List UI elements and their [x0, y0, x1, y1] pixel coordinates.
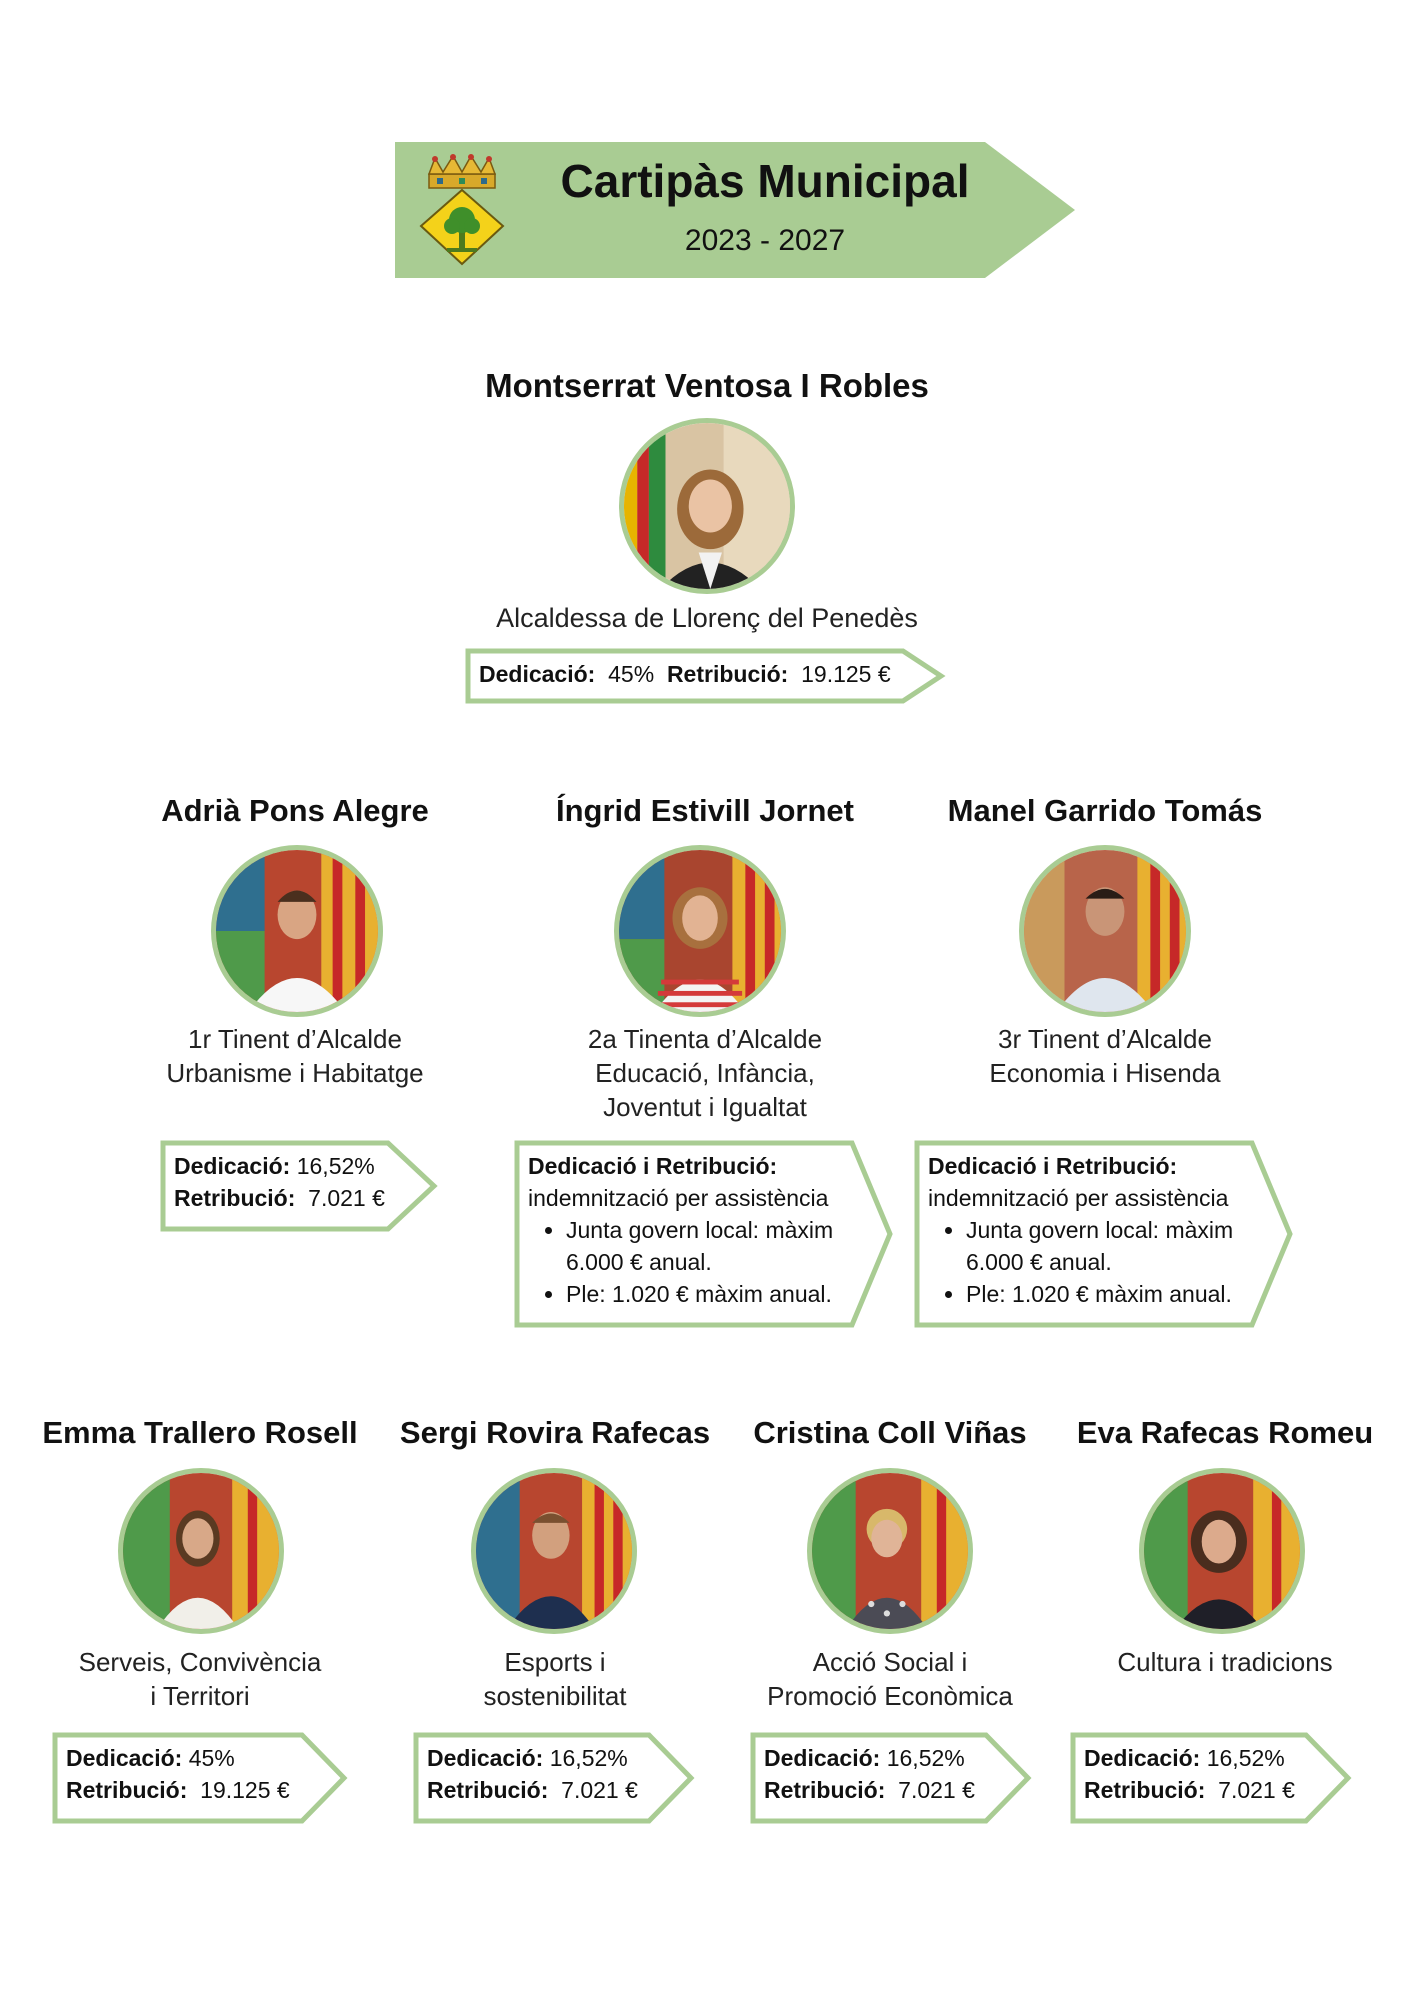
regidor-4-info-text	[1084, 1742, 1295, 1806]
regidor-3-retribucio: 7.021 €	[898, 1777, 975, 1803]
header-banner	[395, 142, 1075, 278]
regidor-3-info-box	[750, 1732, 1032, 1824]
tenent-1-info-text	[174, 1150, 385, 1214]
tenent-3-photo	[1019, 845, 1191, 1017]
tenent-2-role	[530, 1022, 880, 1124]
list-item: • Ple: 1.020 € màxim anual.	[566, 1278, 833, 1310]
mayor-dedicacio: 45%	[608, 661, 655, 687]
regidor-2-dedicacio: 16,52%	[549, 1745, 628, 1771]
tenent-3-name: Manel Garrido Tomás	[947, 793, 1263, 828]
retribucio-label: Retribució:	[174, 1185, 296, 1211]
retribucio-label: Retribució:	[1084, 1777, 1206, 1803]
indemnitzacio-text: indemnització per assistència	[928, 1185, 1229, 1211]
regidor-4-info-box	[1070, 1732, 1352, 1824]
regidor-3-role	[730, 1645, 1050, 1713]
regidor-2-name: Sergi Rovira Rafecas	[399, 1415, 711, 1450]
regidor-1-photo	[118, 1468, 284, 1634]
regidor-4-name: Eva Rafecas Romeu	[1076, 1415, 1374, 1450]
regidor-3-dedicacio: 16,52%	[886, 1745, 965, 1771]
mayor-role-text: Alcaldessa de Llorenç del Penedès	[496, 603, 918, 633]
mayor-role	[407, 601, 1007, 635]
regidor-1-area-line2: i Territori	[150, 1681, 250, 1711]
term-years: 2023 - 2027	[684, 224, 846, 257]
regidor-1-name: Emma Trallero Rosell	[42, 1415, 358, 1450]
tenent-3-area: Economia i Hisenda	[989, 1058, 1221, 1088]
tenent-1-title: 1r Tinent d’Alcalde	[188, 1024, 402, 1054]
regidor-1-dedicacio: 45%	[188, 1745, 235, 1771]
regidor-3-name: Cristina Coll Viñas	[753, 1415, 1027, 1450]
regidor-2-role	[390, 1645, 720, 1713]
regidor-2-info-text	[427, 1742, 638, 1806]
dedicacio-label: Dedicació:	[174, 1153, 291, 1179]
tenent-3-info-box	[914, 1140, 1294, 1328]
tenent-1-info-box	[160, 1140, 438, 1232]
regidor-3-photo	[807, 1468, 973, 1634]
retribucio-label: Retribució:	[66, 1777, 188, 1803]
retribucio-label: Retribució:	[764, 1777, 886, 1803]
mayor-retribucio: 19.125 €	[801, 661, 891, 687]
regidor-2-photo	[471, 1468, 637, 1634]
regidor-4-photo	[1139, 1468, 1305, 1634]
regidor-2-area-line1: Esports i	[504, 1647, 606, 1677]
regidor-1-area-line1: Serveis, Convivència	[78, 1647, 322, 1677]
tenent-3-title: 3r Tinent d’Alcalde	[998, 1024, 1212, 1054]
tenent-3-role	[930, 1022, 1280, 1090]
regidor-4-role	[1060, 1645, 1390, 1679]
regidor-2-area-line2: sostenibilitat	[483, 1681, 627, 1711]
dedicacio-label: Dedicació:	[1084, 1745, 1201, 1771]
tenent-1-retribucio: 7.021 €	[308, 1185, 385, 1211]
regidor-4-area: Cultura i tradicions	[1117, 1647, 1333, 1677]
tenent-2-info-box	[514, 1140, 894, 1328]
regidor-1-retribucio: 19.125 €	[200, 1777, 290, 1803]
tenent-1-area: Urbanisme i Habitatge	[166, 1058, 424, 1088]
list-item: • Ple: 1.020 € màxim anual.	[966, 1278, 1233, 1310]
page-title: Cartipàs Municipal	[560, 155, 970, 207]
regidor-2-retribucio: 7.021 €	[561, 1777, 638, 1803]
tenent-2-info-text	[528, 1150, 833, 1310]
tenent-1-role	[130, 1022, 460, 1090]
regidor-3-area-line1: Acció Social i	[812, 1647, 968, 1677]
regidor-2-info-box	[413, 1732, 695, 1824]
dedicacio-retribucio-label: Dedicació i Retribució:	[928, 1153, 1178, 1179]
regidor-4-retribucio: 7.021 €	[1218, 1777, 1295, 1803]
tenent-1-dedicacio: 16,52%	[296, 1153, 375, 1179]
tenent-1-photo	[211, 845, 383, 1017]
assistencia-list	[928, 1214, 1233, 1310]
mayor-photo	[619, 418, 795, 594]
dedicacio-label: Dedicació:	[764, 1745, 881, 1771]
tenent-2-area-line1: Educació, Infància,	[595, 1058, 815, 1088]
mayor-info-box	[465, 648, 945, 704]
retribucio-label: Retribució:	[427, 1777, 549, 1803]
tenent-2-photo	[614, 845, 786, 1017]
dedicacio-label: Dedicació:	[479, 661, 596, 687]
indemnitzacio-text: indemnització per assistència	[528, 1185, 829, 1211]
tenent-2-title: 2a Tinenta d’Alcalde	[587, 1024, 823, 1054]
regidor-3-area-line2: Promoció Econòmica	[767, 1681, 1013, 1711]
assistencia-list	[528, 1214, 833, 1310]
retribucio-label: Retribució:	[666, 661, 789, 687]
tenent-1-name: Adrià Pons Alegre	[161, 793, 429, 828]
list-item: • Junta govern local: màxim 6.000 € anual.	[566, 1214, 833, 1278]
regidor-3-info-text	[764, 1742, 975, 1806]
tenent-2-area-line2: Joventut i Igualtat	[603, 1092, 807, 1122]
regidor-4-dedicacio: 16,52%	[1206, 1745, 1285, 1771]
dedicacio-label: Dedicació:	[427, 1745, 544, 1771]
municipal-crest-logo	[417, 154, 507, 266]
list-item: • Junta govern local: màxim 6.000 € anual.	[966, 1214, 1233, 1278]
regidor-1-role	[30, 1645, 370, 1713]
dedicacio-retribucio-label: Dedicació i Retribució:	[528, 1153, 778, 1179]
regidor-1-info-box	[52, 1732, 348, 1824]
regidor-1-info-text	[66, 1742, 290, 1806]
mayor-name: Montserrat Ventosa I Robles	[485, 367, 929, 404]
dedicacio-label: Dedicació:	[66, 1745, 183, 1771]
tenent-2-name: Íngrid Estivill Jornet	[556, 793, 854, 828]
tenent-3-info-text	[928, 1150, 1233, 1310]
mayor-info-text	[479, 658, 891, 690]
